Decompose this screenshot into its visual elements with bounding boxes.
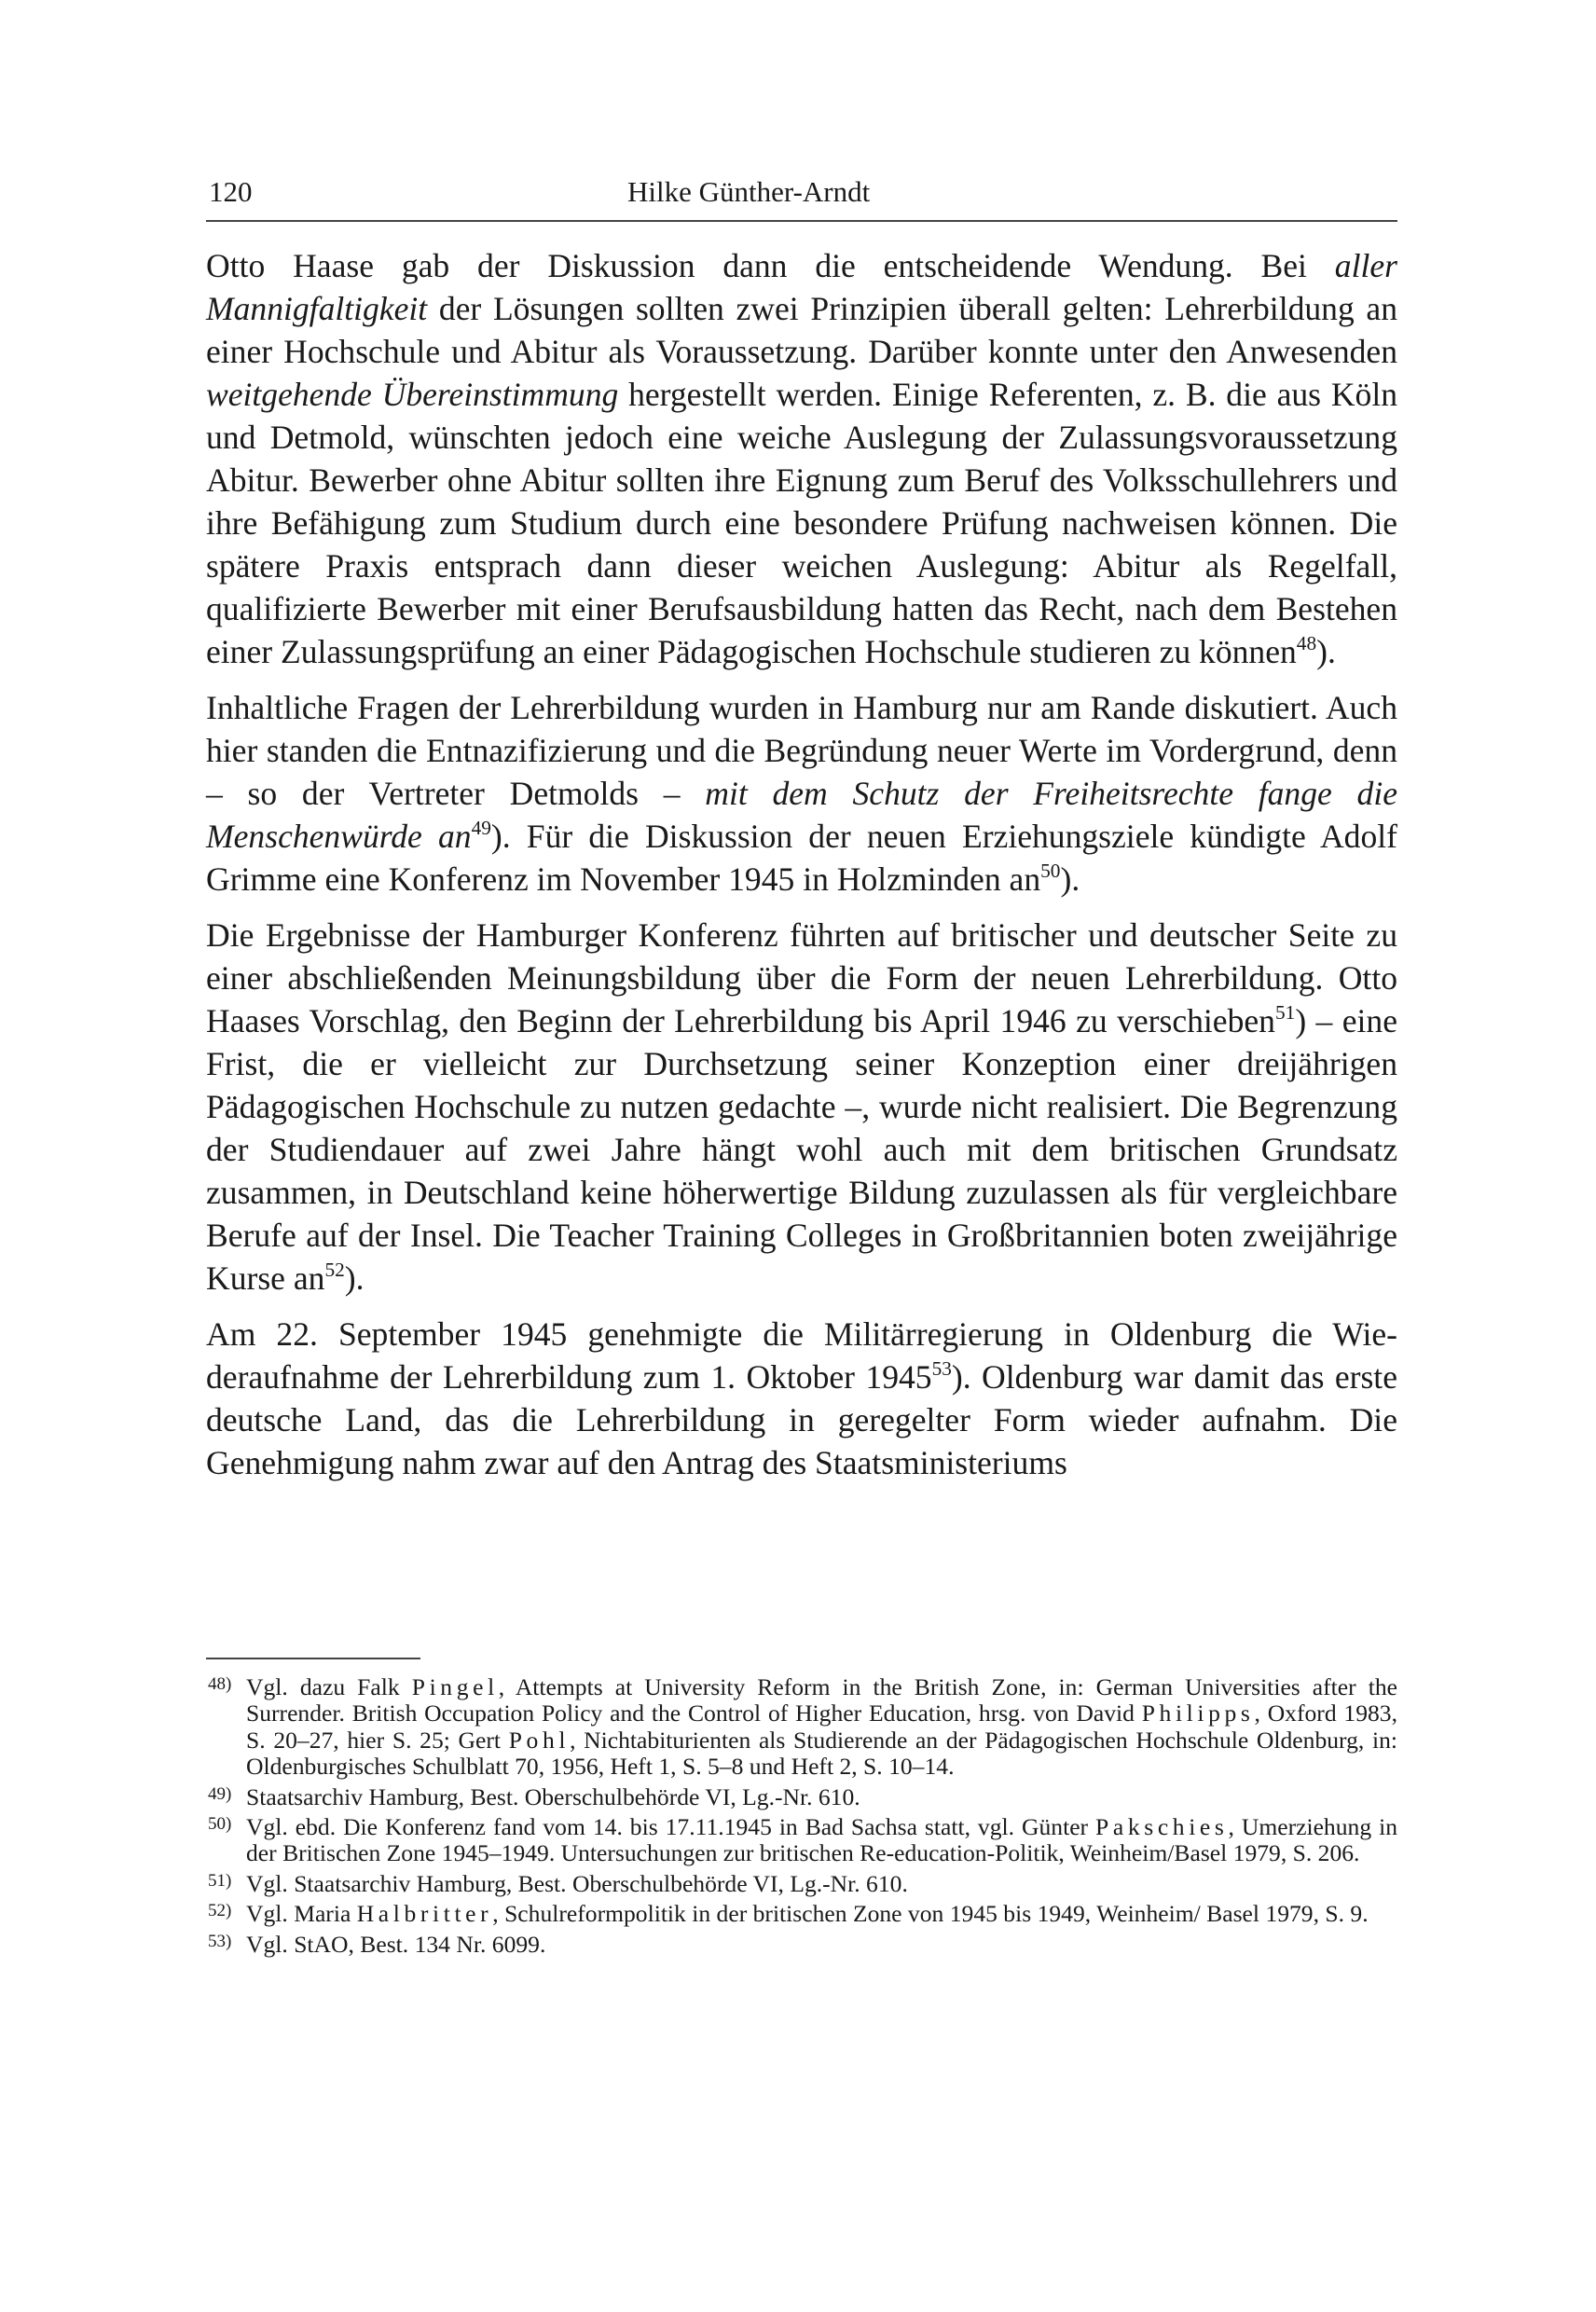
emphasis: mit dem Schutz der Freiheitsrechte fange die Menschenwürde an [206,775,1397,855]
footnotes [206,1674,1397,1961]
running-title: Hilke Günther-Arndt [627,175,871,208]
footnote-mark: 53) [208,1931,232,1951]
footnote-ref-51: 51 [1274,1001,1296,1025]
emphasis: aller Mannigfaltigkeit [206,247,1397,327]
header-rule [206,220,1397,222]
author-name: Pakschies [1095,1813,1229,1841]
emphasis: weitgehende Übereinstimmung [206,376,619,413]
footnote-rule [206,1658,420,1659]
footnote-53: 53) Vgl. StAO, Best. 134 Nr. 6099. [208,1930,546,1958]
footnote-mark: 51) [208,1870,232,1891]
footnote-49: 49) Staatsarchiv Hamburg, Best. Oberschulbehörde VI, Lg.-Nr. 610. [208,1782,860,1810]
paragraph-1: Otto Haase gab der Diskussion dann die entscheidende Wendung. Bei aller Mannigfaltigkeit der Lösungen sollten zwei Prinzipien überall gelten: Lehrerbildung an einer Hochschule und Abitur als Voraussetzung. Darüber konnte unter den Anwesenden weitgehende Übereinstimmung hergestellt werden. Einige Referenten, z. B. die aus Köln und Detmold, wünschten jedoch eine weiche Auslegung der Zulassungsvoraussetzung Abitur. Bewerber ohne Abitur sollten ihre Eignung zum Beruf des Volksschullehrers und ihre Befähigung zum Studium durch eine besondere Prüfung nachweisen können. Die spätere Praxis entsprach dann dieser weichen Auslegung: Abitur als Regelfall, qualifizierte Bewerber mit einer Berufsausbildung hatten das Recht, nach dem Bestehen einer Zulassungsprüfung an einer Pädagogischen Hochschule studieren zu können$^{48}$). [206,247,1397,670]
paragraph-3: Die Ergebnisse der Hamburger Konferenz führten auf britischer und deutscher Seite zu einer abschließenden Meinungsbildung über die Form der neuen Lehrerbildung. Otto Haases Vorschlag, den Beginn der Lehrerbildung bis April 1946 zu verschieben$^{51}$) – eine Frist, die er vielleicht zur Durchsetzung seiner Konzeption einer dreijährigen Pädagogischen Hochschule zu nutzen gedachte –, wurde nicht realisiert. Die Begrenzung der Studiendauer auf zwei Jahre hängt wohl auch mit dem britischen Grundsatz zusammen, in Deutschland keine höherwertige Bildung zuzulassen als für vergleichbare Berufe auf der Insel. Die Teacher Training Colleges in Großbritannien boten zweijährige Kurse $an^{52}$). [206,916,1397,1297]
author-name: Halbritter [356,1900,493,1928]
footnote-mark: 52) [208,1901,232,1921]
author-name: Pohl [508,1726,571,1754]
footnote-51: 51) Vgl. Staatsarchiv Hamburg, Best. Oberschulbehörde VI, Lg.-Nr. 610. [208,1869,908,1897]
footnote-ref-50: 50 [1040,860,1061,883]
footnote-mark: 49) [208,1783,232,1804]
footnote-mark: 50) [208,1814,232,1835]
author-name: Pingel [411,1673,499,1700]
author-name: Philipps [1141,1700,1255,1727]
footnote-ref-53: 53 [931,1357,952,1381]
paragraph-2: Inhaltliche Fragen der Lehrerbildung wurden in Hamburg nur am Rande diskutiert. Auch hier standen die Entnazifizierung und die Begründung neuer Werte im Vordergrund, denn – so der Vertreter Detmolds – mit dem Schutz der Freiheitsrechte fange die Menschenwürde $an^{49}$). Für die Diskussion der neuen Erziehungsziele kündigte Adolf Grimme eine Konferenz im November 1945 in Holzminden $an^{50}$). [206,689,1397,898]
paragraph-4: Am 22. September 1945 genehmigte die Militärregierung in Oldenburg die Wiederaufnahme der Lehrerbildung zum 1. Oktober 1945$^{53}$). Oldenburg war damit das erste deutsche Land, das die Lehrerbildung in geregelter Form wieder aufnahm. Die Genehmigung nahm zwar auf den Antrag des Staatsministeriums [206,1315,1397,1481]
footnote-ref-49: 49 [471,817,491,840]
footnote-50: 50) Vgl. ebd. Die Konferenz fand vom 14. bis 17.11.1945 in Bad Sachsa statt, vgl. Günter Pakschies, Umerziehung in der Britischen Zone 1945–1949. Untersuchungen zur britischen Re-education-Politik, Weinheim/Basel 1979, S. 206. [208,1813,1397,1867]
main-text [206,244,1397,1497]
footnote-48: 48) Vgl. dazu Falk Pingel, Attempts at University Reform in the British Zone, in: German Universities after the Surrender. British Occupation Policy and the Control of Higher Education, hrsg. von David Philipps, Oxford 1983, S. 20–27, hier S. 25; Gert Pohl, Nichtabiturienten als Studierende an der Pädagogischen Hochschule Oldenburg, in: Oldenburgisches Schulblatt 70, 1956, Heft 1, S. 5–8 und Heft 2, S. 10–14. [208,1673,1397,1781]
footnote-52: 52) Vgl. Maria Halbritter, Schulreformpolitik in der britischen Zone von 1945 bis 1949, Weinheim/ Basel 1979, S. 9. [208,1900,1369,1928]
footnote-ref-48: 48 [1296,632,1317,655]
footnote-mark: 48) [208,1674,232,1694]
running-head [206,168,1397,216]
footnote-ref-52: 52 [324,1259,345,1282]
page-number: 120 [209,175,253,208]
